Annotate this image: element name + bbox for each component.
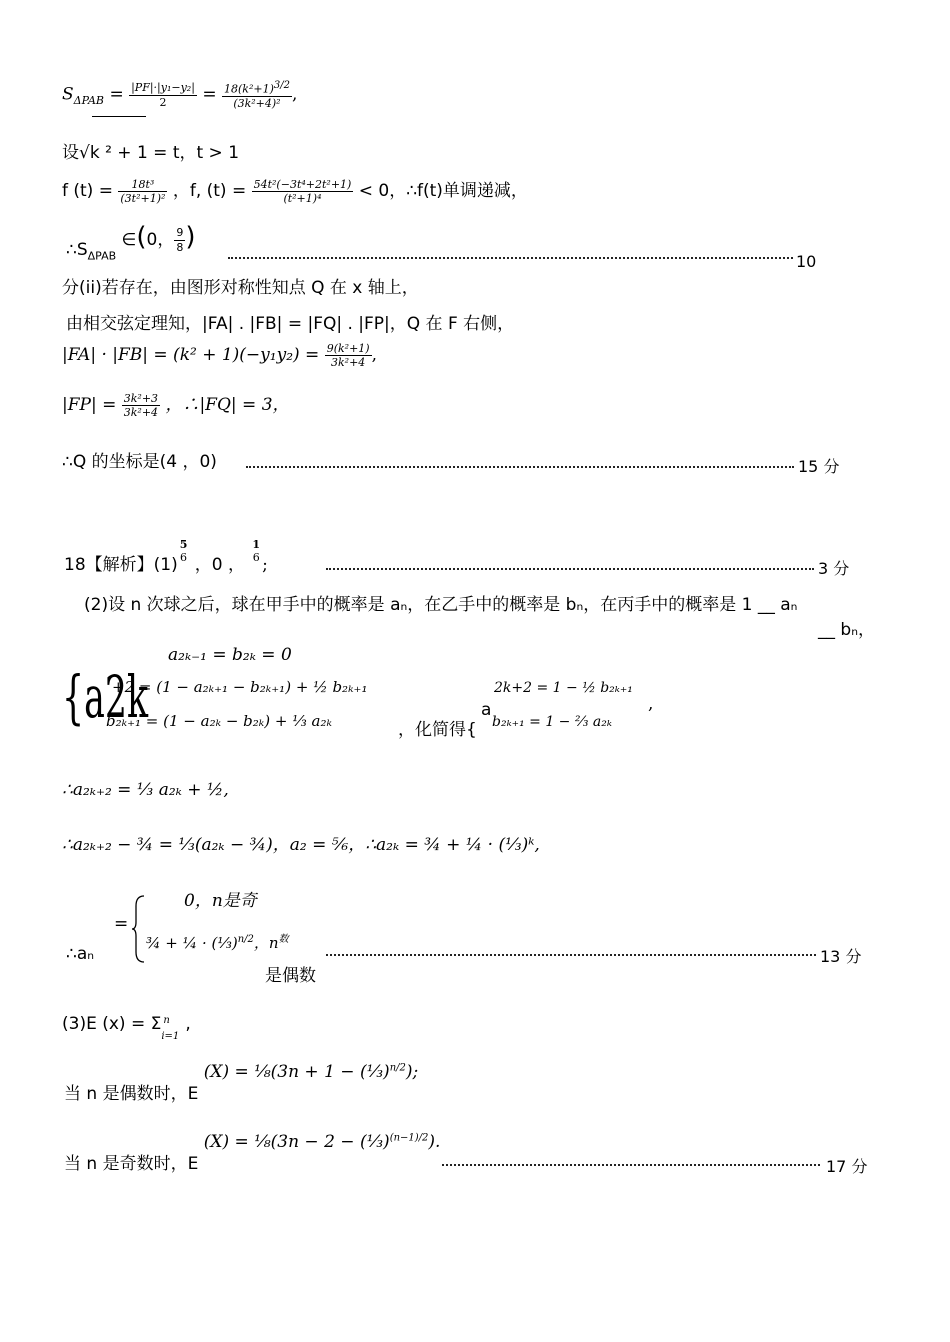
dot-leader [246,466,794,468]
odd-case-line: 当 n 是奇数时，E (X) = ⅛(3n − 2 − (⅓)$^{(n-1)/2}$). [64,1132,441,1174]
q18-part2-line-cont: __ bₙ， [818,620,875,640]
recurrence-a: ∴a₂ₖ₊₂ = ⅓ a₂ₖ + ½, [62,780,229,800]
system-eq1: +2 = (1 − a₂ₖ₊₁ − b₂ₖ₊₁) + ½ b₂ₖ₊₁ [112,678,368,696]
fraction: $\frac{\text{18t³}}{\text{(3t²+1)²}}$ [120,178,166,206]
chord-theorem-line: 由相交弦定理知，|FA| . |FB| = |FQ| . |FP|，Q 在 F 右侧， [66,314,515,334]
system-eq2: b₂ₖ₊₁ = (1 − a₂ₖ − b₂ₖ) + ⅓ a₂ₖ [106,712,332,730]
q-coordinate-line: ∴Q 的坐标是(4 ，0) [62,452,217,472]
an-label: ∴aₙ [66,944,95,964]
function-line: f (t) = $\frac{\text{18t³}}{\text{(3t²+1)²}}$ ，f, (t) = $\frac{\text{54t²(−3t⁴+2t²+1)}}{\text{(t²+1)⁴}}$ < 0，∴f(t)单调递减， [62,178,528,206]
score-17: 17 分 [826,1157,868,1176]
simplify-label: ，化简得{ [398,720,477,740]
an-eq: = [114,914,129,934]
q18-part2-line: (2)设 n 次球之后，球在甲手中的概率是 aₙ，在乙手中的概率是 bₙ，在丙手中的概率是 1 __ aₙ [84,595,798,615]
fraction: $\frac{\text{9(k²+1)}}{\text{3k²+4}}$ [326,342,370,370]
dot-leader [326,954,816,956]
simplified-eq2: b₂ₖ₊₁ = 1 − ⅔ a₂ₖ [492,714,612,730]
q18-header: 18【解析】(1) 5 6 ，0 ， 1 6 ; [64,538,268,575]
simplified-eq1: 2k+2 = 1 − ½ b₂ₖ₊₁ [494,680,633,696]
dot-leader [442,1164,820,1166]
fraction: $\frac{18(k^2+1)^{3/2}}{\text{(3k²+4)²}}$ [223,80,290,110]
score-3: 3 分 [818,559,850,578]
area-symbol: S [62,84,74,105]
an-case1: 0，n是奇 [184,891,257,911]
score-13: 13 分 [820,947,862,966]
piecewise-brace [132,894,146,964]
fraction: $\frac{\text{|PF|·|y₁−y₂|}}{2}$ [131,81,195,109]
simplified-tail: , [648,694,654,714]
fp-line: |FP| = $\frac{\text{3k²+3}}{\text{3k²+4}}$ ，∴|FQ| = 3， [62,392,290,420]
even-case-line: 当 n 是偶数时，E (X) = ⅛(3n + 1 − (⅓)$^{n/2}$); [64,1062,419,1104]
dot-leader [326,568,814,570]
area-formula: $S_{\Delta PAB}$ = $\frac{\text{|PF|·|y₁−y₂|}}{2}$ = $\frac{18(k^2+1)^{3/2}}{\text{(3k²+4)²}}$ , [62,80,298,110]
dot-leader [228,257,793,259]
part-ii-line: 分(ii)若存在，由图形对称性知点 Q 在 x 轴上， [62,278,419,298]
score-15: 15 分 [798,457,840,476]
fraction: $\frac{\text{54t²(−3t⁴+2t²+1)}}{\text{(t²+1)⁴}}$ [253,178,352,206]
substitution-line: 设√k ² + 1 = t，t > 1 [62,143,240,163]
fraction: $\frac{\text{3k²+3}}{\text{3k²+4}}$ [123,392,159,420]
underline [92,116,146,117]
an-case2: ¾ + ¼ · (⅓)$^{n/2}$，$n^数$ [146,934,289,952]
score-10: 10 [796,252,817,271]
area-range-line: $\therefore S_{\Delta PAB}$ ∈(0， $\frac{9}{8}$ ) [66,222,196,263]
an-case2-cont: 是偶数 [265,966,316,986]
recurrence-base: a₂ₖ₋₁ = b₂ₖ = 0 [168,645,292,665]
expectation-line: (3)E (x) = Σ n i=1 , [62,1014,191,1042]
simplified-a: a [481,700,492,720]
recurrence-b: ∴a₂ₖ₊₂ − ¾ = ⅓(a₂ₖ − ¾)，a₂ = ⅚，∴a₂ₖ = ¾ + ¼ · (⅓)ᵏ, [62,835,540,855]
system-brace: {a2k [62,663,149,731]
fa-fb-line: |FA| · |FB| = (k² + 1)(−y₁y₂) = $\frac{\text{9(k²+1)}}{\text{3k²+4}}$ , [62,342,377,370]
